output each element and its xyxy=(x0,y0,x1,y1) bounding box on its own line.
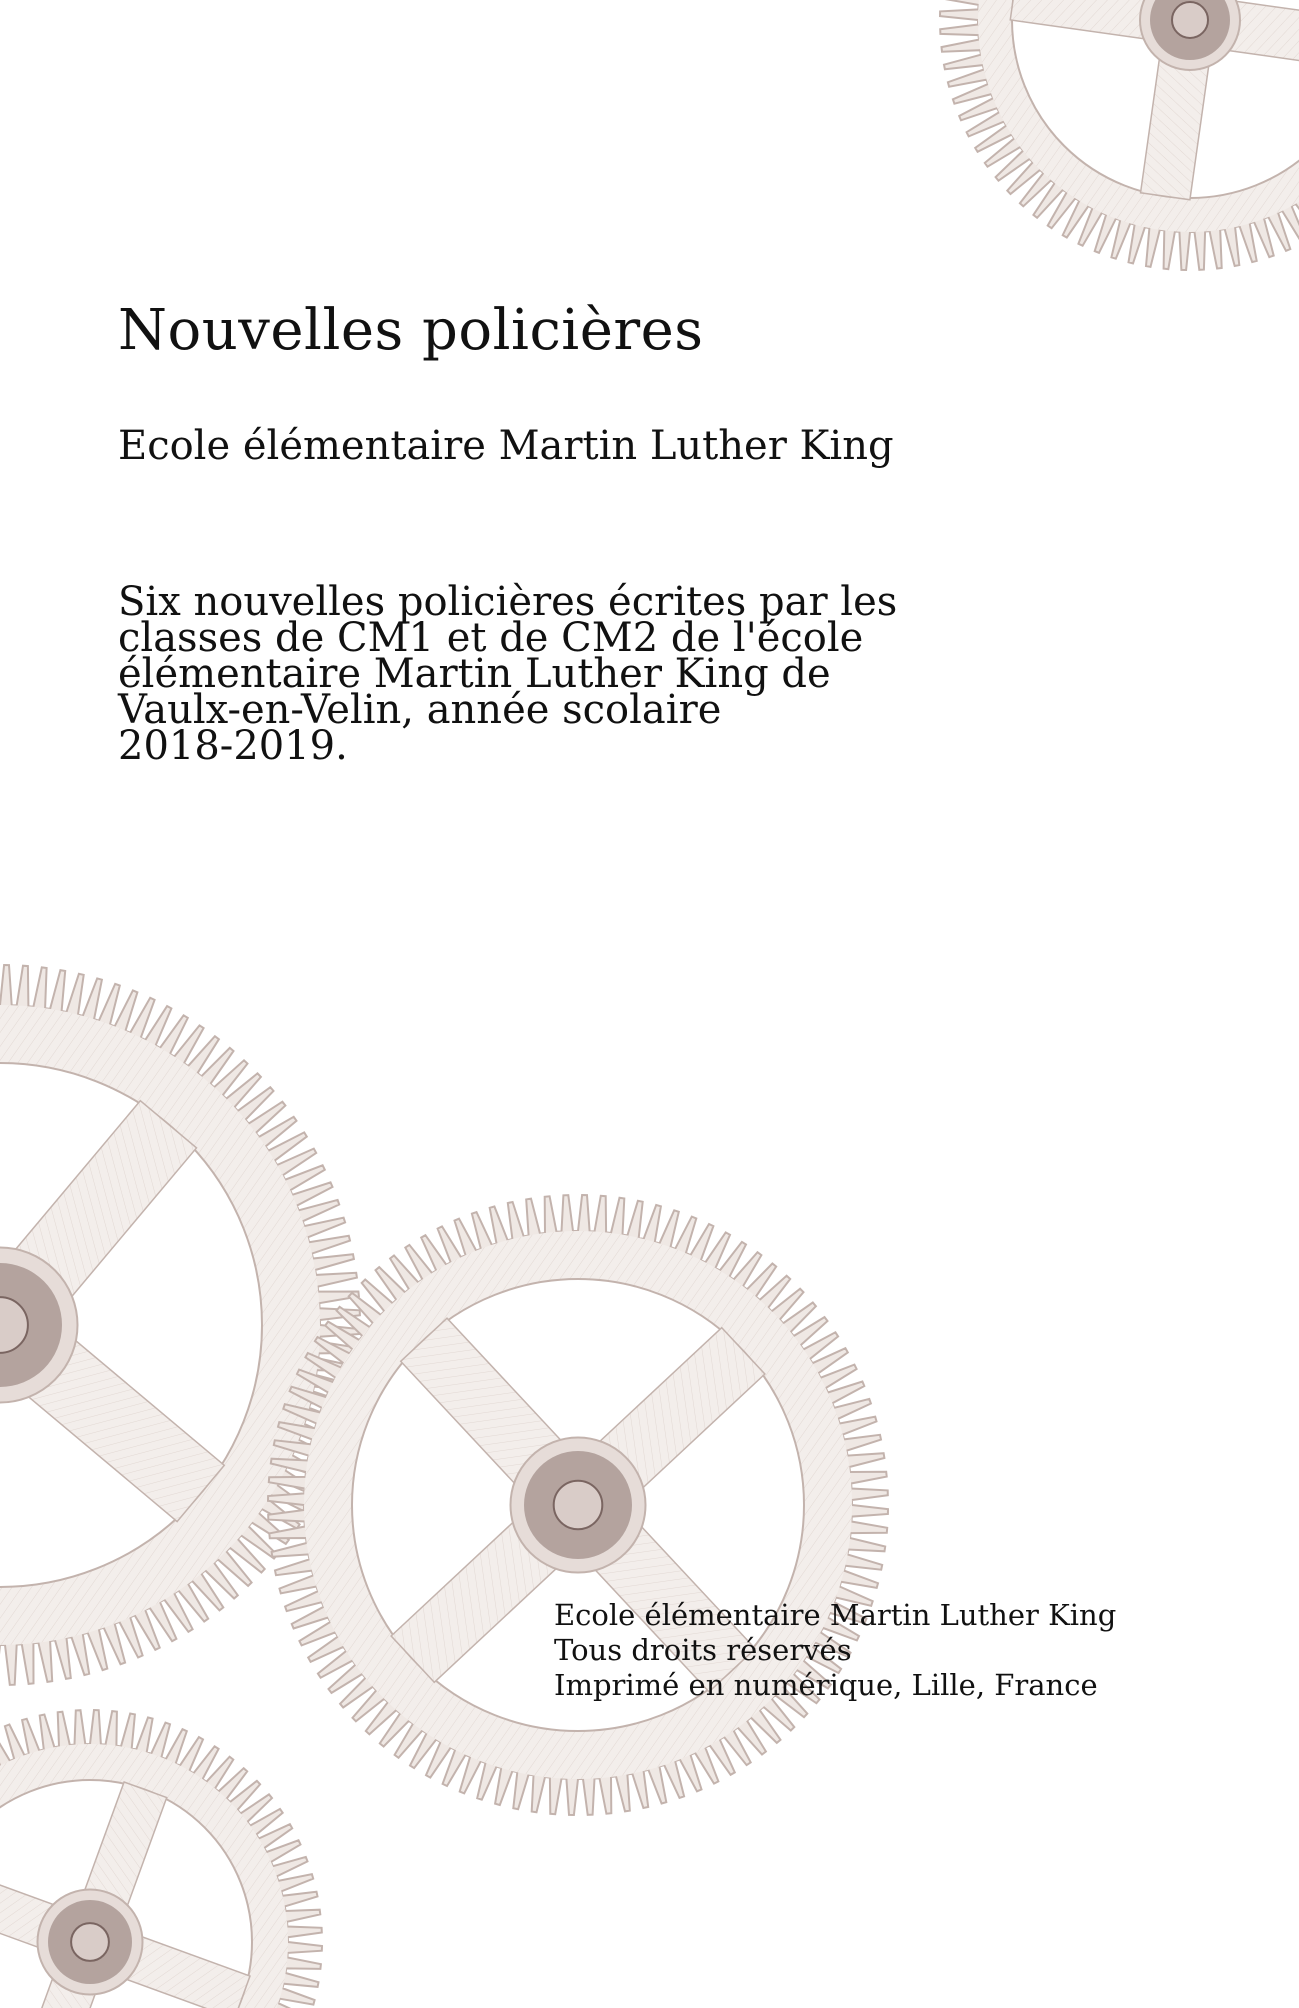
description-line: classes de CM1 et de CM2 de l'école xyxy=(118,615,864,661)
book-author: Ecole élémentaire Martin Luther King xyxy=(118,423,894,469)
gear-icon-bottom-left xyxy=(0,1710,322,2008)
gear-icon-center xyxy=(268,1195,888,1815)
book-title: Nouvelles policières xyxy=(118,298,704,363)
gear-icon-top-right xyxy=(940,0,1299,270)
gear-icon-left-large xyxy=(0,965,360,1685)
description-line: Six nouvelles policières écrites par les xyxy=(118,579,898,625)
description-line: 2018-2019. xyxy=(118,723,348,769)
imprint-line-printing: Imprimé en numérique, Lille, France xyxy=(554,1668,1098,1702)
book-description xyxy=(118,579,978,769)
description-line: élémentaire Martin Luther King de xyxy=(118,651,831,697)
imprint-block xyxy=(554,1598,1116,1703)
imprint-line-rights: Tous droits réservés xyxy=(554,1633,852,1667)
description-line: Vaulx-en-Velin, année scolaire xyxy=(118,687,722,733)
imprint-line-publisher: Ecole élémentaire Martin Luther King xyxy=(554,1598,1117,1632)
